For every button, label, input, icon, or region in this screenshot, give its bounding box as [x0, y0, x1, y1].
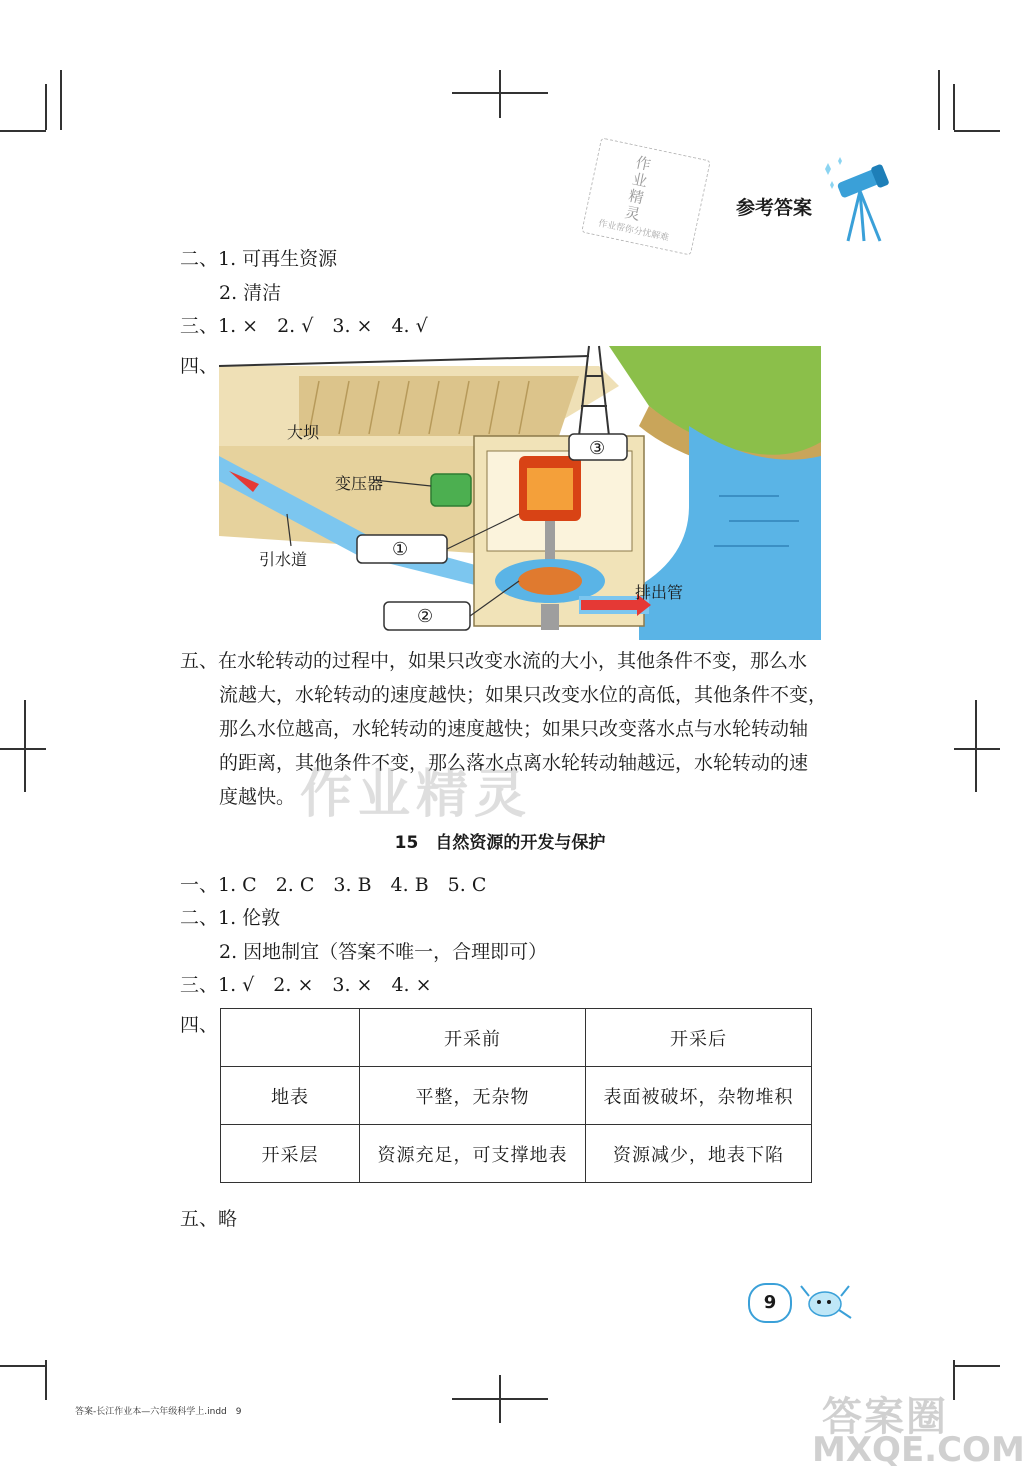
page-number: 9: [748, 1283, 792, 1323]
stamp: [581, 137, 711, 255]
label-outlet: 排出管: [635, 583, 684, 602]
table-row: [221, 1125, 812, 1183]
table-cell: 资源减少，地表下陷: [586, 1125, 812, 1183]
crop-mark: [45, 84, 47, 130]
table-cell: 地表: [221, 1067, 360, 1125]
registration-mark: [0, 748, 46, 750]
answer-5-line: 的距离，其他条件不变，那么落水点离水轮转动轴越远，水轮转动的速: [219, 752, 809, 774]
watermark: 作业精灵: [300, 765, 533, 825]
label-transformer: 变压器: [335, 474, 384, 493]
registration-mark: [975, 700, 977, 792]
answer-5-line: 流越大，水轮转动的速度越快；如果只改变水位的高低，其他条件不变，: [219, 684, 828, 706]
answer-2-1: 二、1. 可再生资源: [180, 248, 338, 270]
crop-mark: [938, 70, 940, 130]
answer-5-line: 五、在水轮转动的过程中，如果只改变水流的大小，其他条件不变，那么水: [180, 650, 808, 672]
answer-3: 三、1. × 2. √ 3. × 4. √: [180, 315, 428, 337]
s15-answer-2-1: 二、1. 伦敦: [180, 907, 281, 929]
table-cell: 表面被破坏，杂物堆积: [586, 1067, 812, 1125]
table-cell: 开采层: [221, 1125, 360, 1183]
table-header-cell: 开采前: [360, 1009, 586, 1067]
hydropower-diagram: [219, 346, 821, 640]
header-label: 参考答案: [736, 197, 813, 219]
registration-mark: [499, 1375, 501, 1423]
crop-mark: [954, 1365, 1000, 1367]
table-cell: 平整，无杂物: [360, 1067, 586, 1125]
crop-mark: [953, 84, 955, 130]
crop-mark: [0, 130, 46, 132]
mascot-icon: [795, 1280, 855, 1324]
stamp-title: 作业精灵: [623, 153, 653, 224]
s15-answer-2-2: 2. 因地制宜（答案不唯一，合理即可）: [219, 941, 548, 963]
stamp-subtitle: 作业帮你分忧解难: [597, 218, 670, 244]
table-cell: 资源充足，可支撑地表: [360, 1125, 586, 1183]
registration-mark: [499, 70, 501, 118]
s15-answer-1: 一、1. C 2. C 3. B 4. B 5. C: [180, 874, 487, 896]
table-row: [221, 1009, 812, 1067]
s15-answer-4-prefix: 四、: [180, 1014, 219, 1036]
telescope-icon: [820, 155, 895, 245]
footer-file-info: 答案-长江作业本—六年级科学上.indd 9: [75, 1407, 242, 1417]
answer-5-line: 度越快。: [219, 786, 296, 808]
label-circle-1: ①: [392, 539, 409, 560]
label-channel: 引水道: [259, 550, 308, 569]
table-header-cell: [221, 1009, 360, 1067]
label-dam: 大坝: [287, 423, 320, 442]
answer-2-2: 2. 清洁: [219, 282, 282, 304]
s15-answer-5: 五、略: [180, 1208, 238, 1230]
table-row: [221, 1067, 812, 1125]
crop-mark: [60, 70, 62, 130]
answer-4-prefix: 四、: [180, 355, 219, 377]
registration-mark: [954, 748, 1000, 750]
registration-mark: [24, 700, 26, 792]
section-title: 15 自然资源的开发与保护: [394, 833, 606, 853]
label-circle-3: ③: [589, 438, 606, 459]
crop-mark: [954, 130, 1000, 132]
corner-logo: 答案圈: [822, 1394, 948, 1440]
answer-5-line: 那么水位越高，水轮转动的速度越快；如果只改变落水点与水轮转动轴: [219, 718, 809, 740]
label-circle-2: ②: [417, 606, 434, 627]
s15-answer-3: 三、1. √ 2. × 3. × 4. ×: [180, 974, 432, 996]
mining-comparison-table: [220, 1008, 812, 1183]
crop-mark: [0, 1365, 46, 1367]
table-header-cell: 开采后: [586, 1009, 812, 1067]
corner-watermark: MXQE.COM: [812, 1430, 1025, 1470]
